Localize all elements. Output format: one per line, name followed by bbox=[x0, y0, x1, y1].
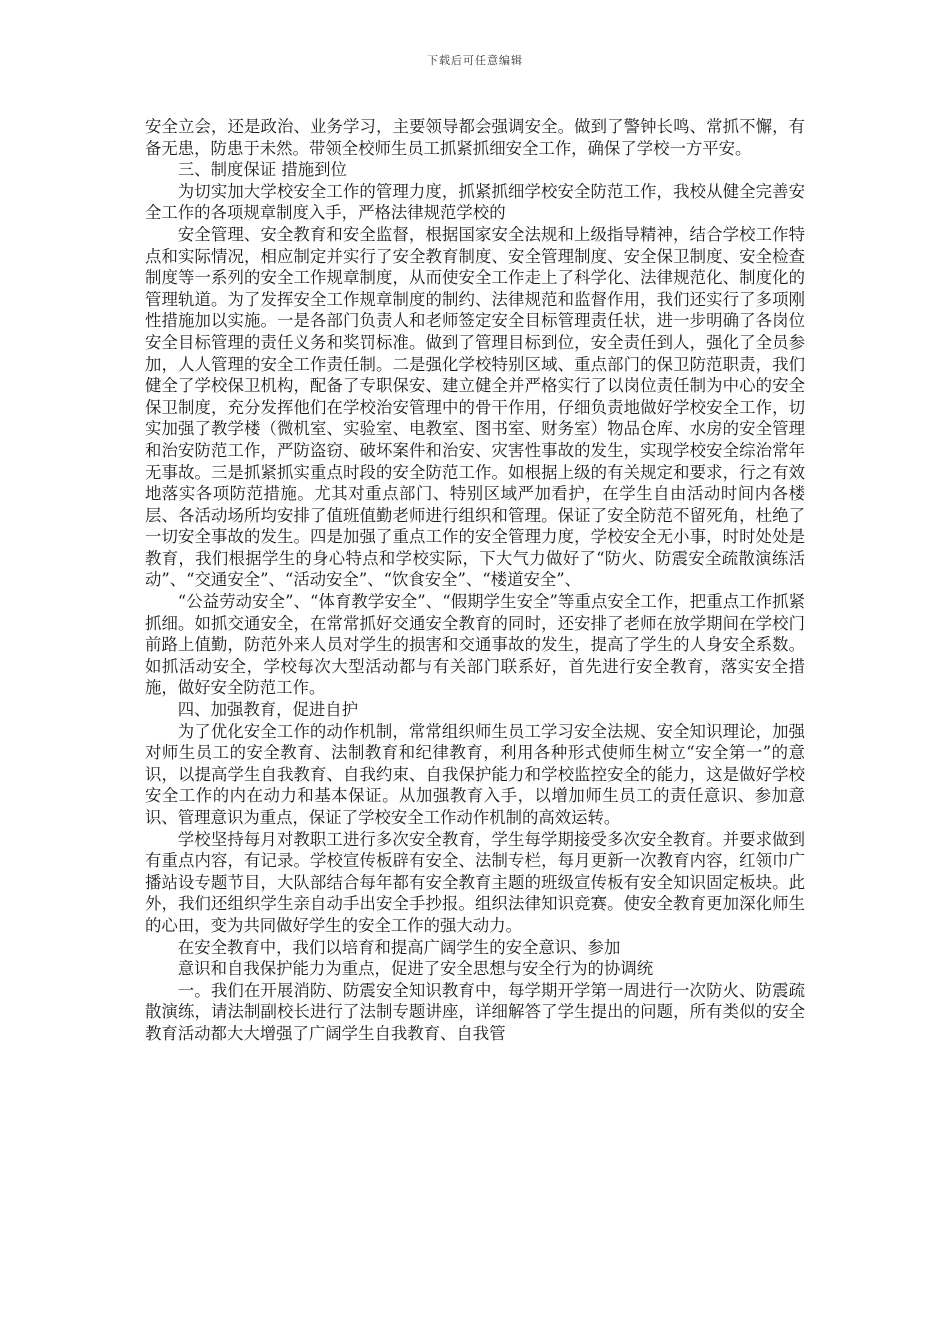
paragraph-management: 为切实加大学校安全工作的管理力度，抓紧抓细学校安全防范工作，我校从健全完善安全工作的各项规章制度入手，严格法律规范学校的 bbox=[145, 181, 805, 223]
paragraph-key-safety-work: “公益劳动安全”、“体育教学安全”、“假期学生安全”等重点安全工作，把重点工作抓紧抓细。如抓交通安全，在常常抓好交通安全教育的同时，还安排了老师在放学期间在学校门前路上值勤，防范外来人员对学生的损害和交通事故的发生，提高了学生的人身安全系数。如抓活动安全，学校每次大型活动都与有关部门联系好，首先进行安全教育，落实安全措施，做好安全防范工作。 bbox=[145, 592, 805, 698]
section-heading-4: 四、加强教育，促进自护 bbox=[177, 700, 359, 720]
section-heading-3: 三、制度保证 措施到位 bbox=[177, 160, 347, 180]
paragraph-safety-meetings: 安全立会，还是政治、业务学习，主要领导都会强调安全。做到了警钟长鸣、常抓不懈，有备无患，防患于未然。带领全校师生员工抓紧抓细安全工作，确保了学校一方平安。 bbox=[145, 117, 805, 158]
paragraph-education-mechanism: 为了优化安全工作的动作机制，常常组织师生员工学习安全法规、安全知识理论，加强对师生员工的安全教育、法制教育和纪律教育，利用各种形式使师生树立“安全第一”的意识，以提高学生自我教育、自我约束、自我保护能力和学校监控安全的能力，这是做好学校安全工作的内在动力和基本保证。从加强教育入手，以增加师生员工的责任意识、参加意识、管理意识为重点，保证了学校安全工作动作机制的高效运转。 bbox=[145, 721, 805, 827]
page-header: 下载后可任意编辑 bbox=[427, 54, 523, 67]
paragraph-awareness-2: 意识和自我保护能力为重点，促进了安全思想与安全行为的协调统 bbox=[177, 959, 654, 979]
document-body bbox=[145, 116, 805, 1045]
paragraph-monthly-education: 学校坚持每月对教职工进行多次安全教育，学生每学期接受多次安全教育。并要求做到有重点内容，有记录。学校宣传板辟有安全、法制专栏，每月更新一次教育内容，红领巾广播站设专题节目，大队部结合每年都有安全教育主题的班级宣传板有安全知识固定板块。此外，我们还组织学生亲自动手出安全手抄报。组织法律知识竞赛。使安全教育更加深化师生的心田，变为共同做好学生的安全工作的强大动力。 bbox=[145, 829, 805, 935]
paragraph-rules-and-measures: 安全管理、安全教育和安全监督，根据国家安全法规和上级指导精神，结合学校工作特点和实际情况，相应制定并实行了安全教育制度、安全管理制度、安全保卫制度、安全检查制度等一系列的安全工作规章制度，从而使安全工作走上了科学化、法律规范化、制度化的管理轨道。为了发挥安全工作规章制度的制约、法律规范和监督作用，我们还实行了多项刚性措施加以实施。一是各部门负责人和老师签定安全目标管理责任状，进一步明确了各岗位安全目标管理的责任义务和奖罚标准。做到了管理目标到位，安全责任到人，强化了全员参加，人人管理的安全工作责任制。二是强化学校特别区域、重点部门的保卫防范职责，我们健全了学校保卫机构，配备了专职保安、建立健全并严格实行了以岗位责任制为中心的安全保卫制度，充分发挥他们在学校治安管理中的骨干作用，仔细负责地做好学校安全工作，切实加强了教学楼（微机室、实验室、电教室、图书室、财务室）物品仓库、水房的安全管理和治安防范工作，严防盗窃、破坏案件和治安、灾害性事故的发生，实现学校安全综治常年无事故。三是抓紧抓实重点时段的安全防范工作。如根据上级的有关规定和要求，行之有效地落实各项防范措施。尤其对重点部门、特别区域严加看护，在学生自由活动时间内各楼层、各活动场所均安排了值班值勤老师进行组织和管理。保证了安全防范不留死角，杜绝了一切安全事故的发生。四是加强了重点工作的安全管理力度，学校安全无小事，时时处处是教育，我们根据学生的身心特点和学校实际，下大气力做好了“防火、防震安全疏散演练活动”、“交通安全”、“活动安全”、“饮食安全”、“楼道安全”、 bbox=[145, 224, 805, 590]
paragraph-awareness-1: 在安全教育中，我们以培育和提高广阔学生的安全意识、参加 bbox=[177, 937, 621, 957]
paragraph-drills: 一。我们在开展消防、防震安全知识教育中，每学期开学第一周进行一次防火、防震疏散演练，请法制副校长进行了法制专题讲座，详细解答了学生提出的问题，所有类似的安全教育活动都大大增强了广阔学生自我教育、自我管 bbox=[145, 980, 805, 1043]
